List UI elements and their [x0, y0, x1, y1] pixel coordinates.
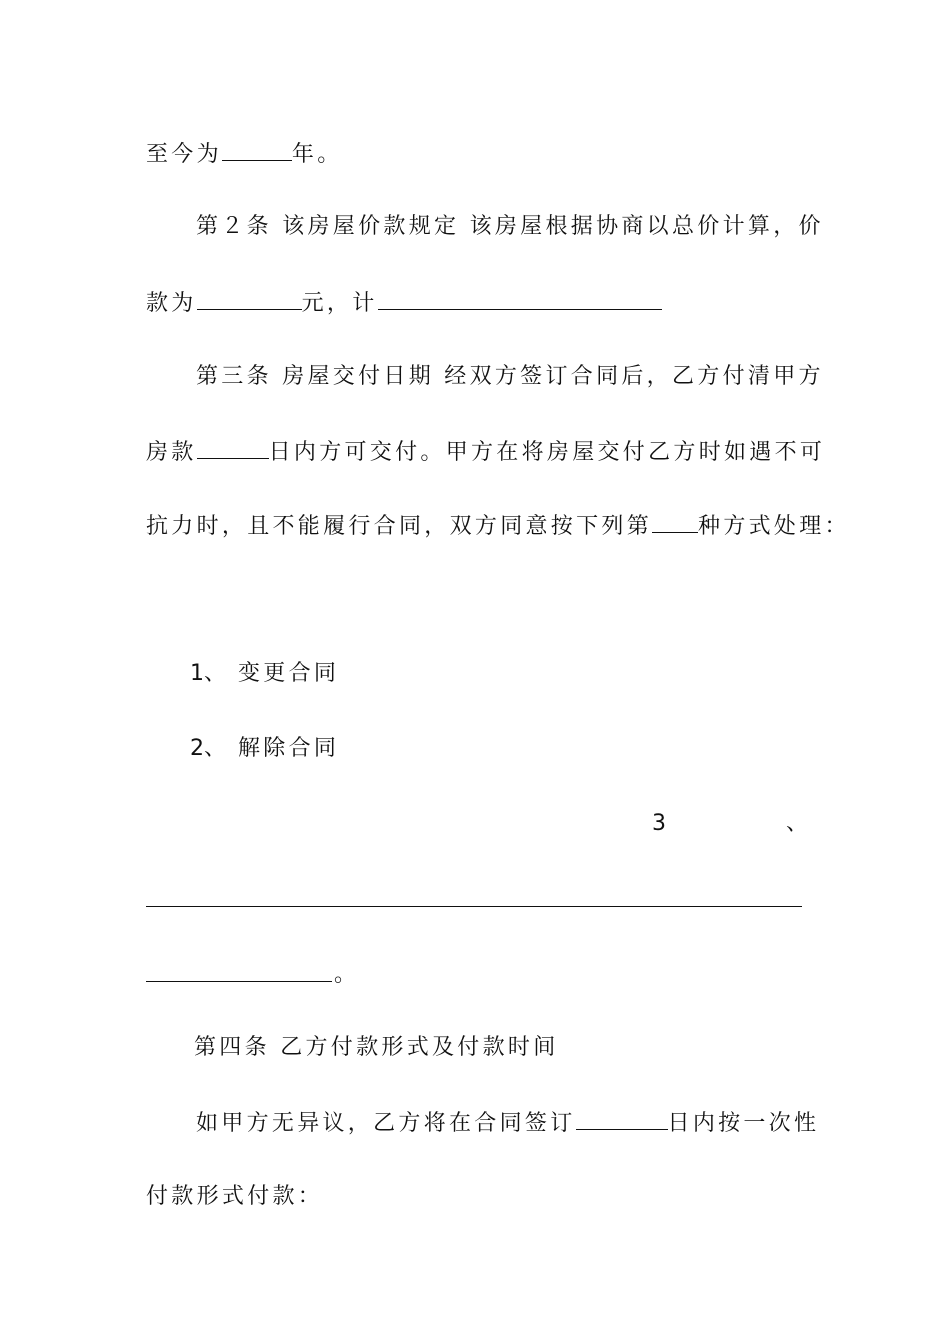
text-segment: 日内按一次性: [667, 1111, 820, 1136]
fill-in-blank: [576, 1107, 668, 1130]
text-segment: 日内方可交付。甲方在将房屋交付乙方时如遇不可: [268, 440, 826, 465]
list-item-text: 变更合同: [238, 661, 340, 686]
fill-in-blank: [146, 981, 332, 982]
list-item-number: 3: [652, 811, 670, 836]
text-segment: 至今为: [146, 142, 222, 167]
text-segment: 房款: [146, 440, 197, 465]
list-item: [190, 734, 339, 764]
list-item-separator: 、: [786, 811, 812, 836]
clause-2-heading: 第２条 该房屋价款规定 该房屋根据协商以总价计算，价: [196, 214, 824, 239]
fill-in-blank: [197, 287, 302, 310]
fill-in-blank: [197, 436, 269, 459]
list-item-text: 解除合同: [238, 736, 340, 761]
clause-4-heading: 第四条 乙方付款形式及付款时间: [194, 1035, 559, 1060]
paragraph-line: [196, 1107, 819, 1139]
list-item-number: 2、: [190, 736, 226, 761]
list-item: [190, 659, 339, 689]
text-segment: 年。: [291, 142, 343, 167]
text-segment: 抗力时，且不能履行合同，双方同意按下列第: [146, 514, 653, 539]
fill-in-blank: [652, 510, 698, 533]
paragraph-line: [146, 510, 850, 542]
text-segment: 元，计: [301, 291, 378, 316]
text-segment: 种方式处理：: [698, 514, 850, 539]
paragraph-line: [146, 436, 825, 468]
fill-in-blank: [222, 138, 292, 161]
paragraph-line: 付款形式付款：: [146, 1184, 324, 1209]
clause-3-heading: 第三条 房屋交付日期 经双方签订合同后，乙方付清甲方: [196, 364, 824, 389]
text-segment: 如甲方无异议，乙方将在合同签订: [196, 1111, 576, 1136]
list-item-number: 1、: [190, 661, 226, 686]
fill-in-blank: [146, 906, 802, 907]
text-segment: 。: [334, 962, 360, 987]
paragraph-line: [146, 138, 343, 170]
fill-in-blank: [378, 287, 662, 310]
text-segment: 款为: [146, 291, 197, 316]
paragraph-line: [146, 287, 662, 319]
